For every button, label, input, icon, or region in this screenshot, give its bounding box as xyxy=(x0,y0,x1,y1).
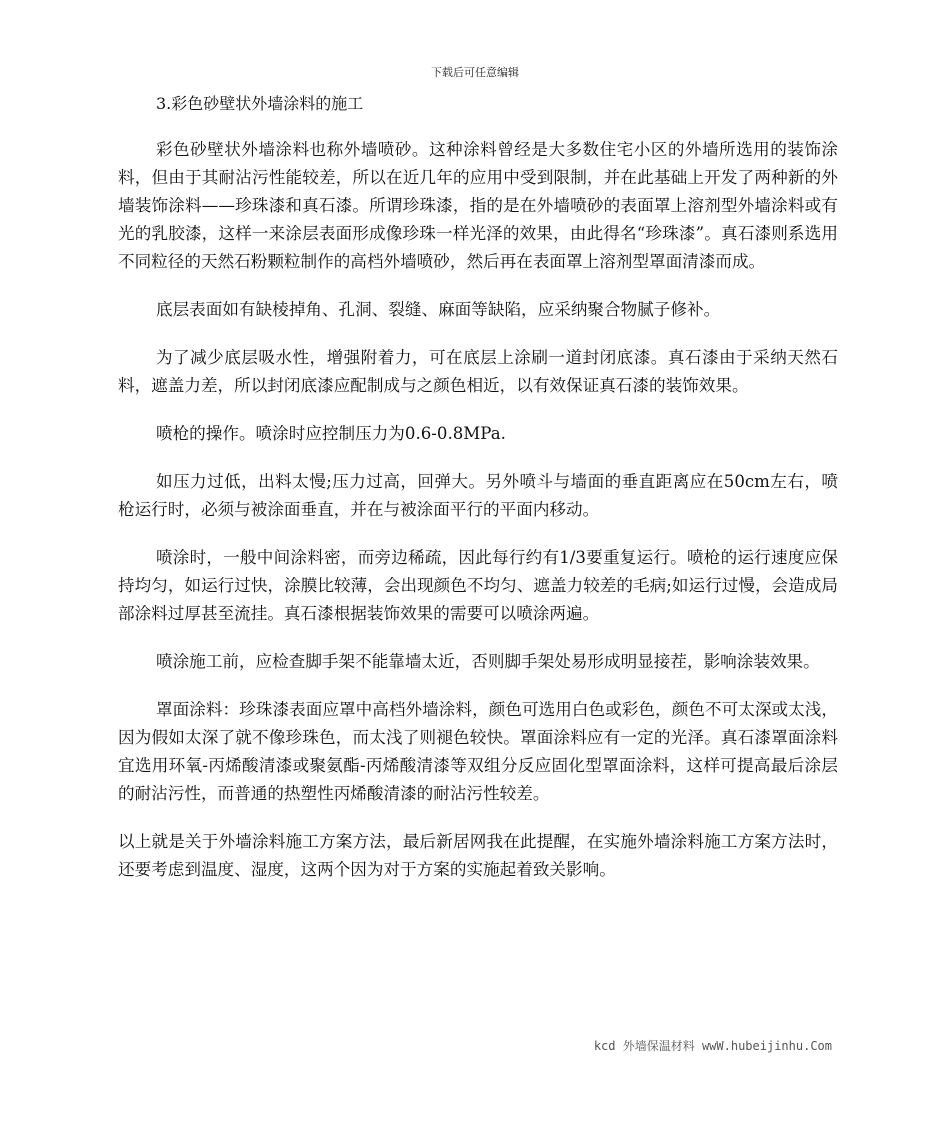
paragraph-scaffold-check: 喷涂施工前，应检查脚手架不能靠墙太近，否则脚手架处易形成明显接茬，影响涂装效果。 xyxy=(156,652,820,671)
paragraph-base-repair: 底层表面如有缺棱掉角、孔洞、裂缝、麻面等缺陷，应采纳聚合物腻子修补。 xyxy=(156,300,721,319)
page-header: 下载后可任意编辑 xyxy=(431,66,519,79)
paragraph-sealing-primer: 为了减少底层吸水性，增强附着力，可在底层上涂刷一道封闭底漆。真石漆由于采纳天然石料，遮盖力差，所以封闭底漆应配制成与之颜色相近，以有效保证真石漆的装饰效果。 xyxy=(118,348,838,395)
paragraph-spraying: 喷涂时，一般中间涂料密，而旁边稀疏，因此每行约有1/3要重复运行。喷枪的运行速度应保持均匀，如运行过快，涂膜比较薄，会出现颜色不均匀、遮盖力较差的毛病;如运行过慢，会造成局部涂料过厚甚至流挂。真石漆根据装饰效果的需要可以喷涂两遍。 xyxy=(118,548,838,623)
document-body xyxy=(118,90,838,904)
page-footer: kcd 外墙保温材料 wwW.hubeijinhu.Com xyxy=(593,1039,832,1053)
paragraph-pressure: 如压力过低，出料太慢;压力过高，回弹大。另外喷斗与墙面的垂直距离应在50cm左右，喷枪运行时，必须与被涂面垂直，并在与被涂面平行的平面内移动。 xyxy=(118,472,838,519)
section-heading: 3.彩色砂壁状外墙涂料的施工 xyxy=(156,94,364,113)
paragraph-topcoat: 罩面涂料：珍珠漆表面应罩中高档外墙涂料，颜色可选用白色或彩色，颜色不可太深或太浅，因为假如太深了就不像珍珠色，而太浅了则褪色较快。罩面涂料应有一定的光泽。真石漆罩面涂料宜选用环氧-丙烯酸清漆或聚氨酯-丙烯酸清漆等双组分反应固化型罩面涂料，这样可提高最后涂层的耐沾污性，而普通的热塑性丙烯酸清漆的耐沾污性较差。 xyxy=(118,700,838,803)
paragraph-intro: 彩色砂壁状外墙涂料也称外墙喷砂。这种涂料曾经是大多数住宅小区的外墙所选用的装饰涂料，但由于其耐沾污性能较差，所以在近几年的应用中受到限制，并在此基础上开发了两种新的外墙装饰涂料——珍珠漆和真石漆。所谓珍珠漆，指的是在外墙喷砂的表面罩上溶剂型外墙涂料或有光的乳胶漆，这样一来涂层表面形成像珍珠一样光泽的效果，由此得名“珍珠漆”。真石漆则系选用不同粒径的天然石粉颗粒制作的高档外墙喷砂，然后再在表面罩上溶剂型罩面清漆而成。 xyxy=(118,140,838,271)
paragraph-spray-gun-operation: 喷枪的操作。喷涂时应控制压力为0.6-0.8MPa. xyxy=(156,424,506,443)
paragraph-conclusion: 以上就是关于外墙涂料施工方案方法，最后新居网我在此提醒，在实施外墙涂料施工方案方法时，还要考虑到温度、湿度，这两个因为对于方案的实施起着致关影响。 xyxy=(118,832,838,879)
